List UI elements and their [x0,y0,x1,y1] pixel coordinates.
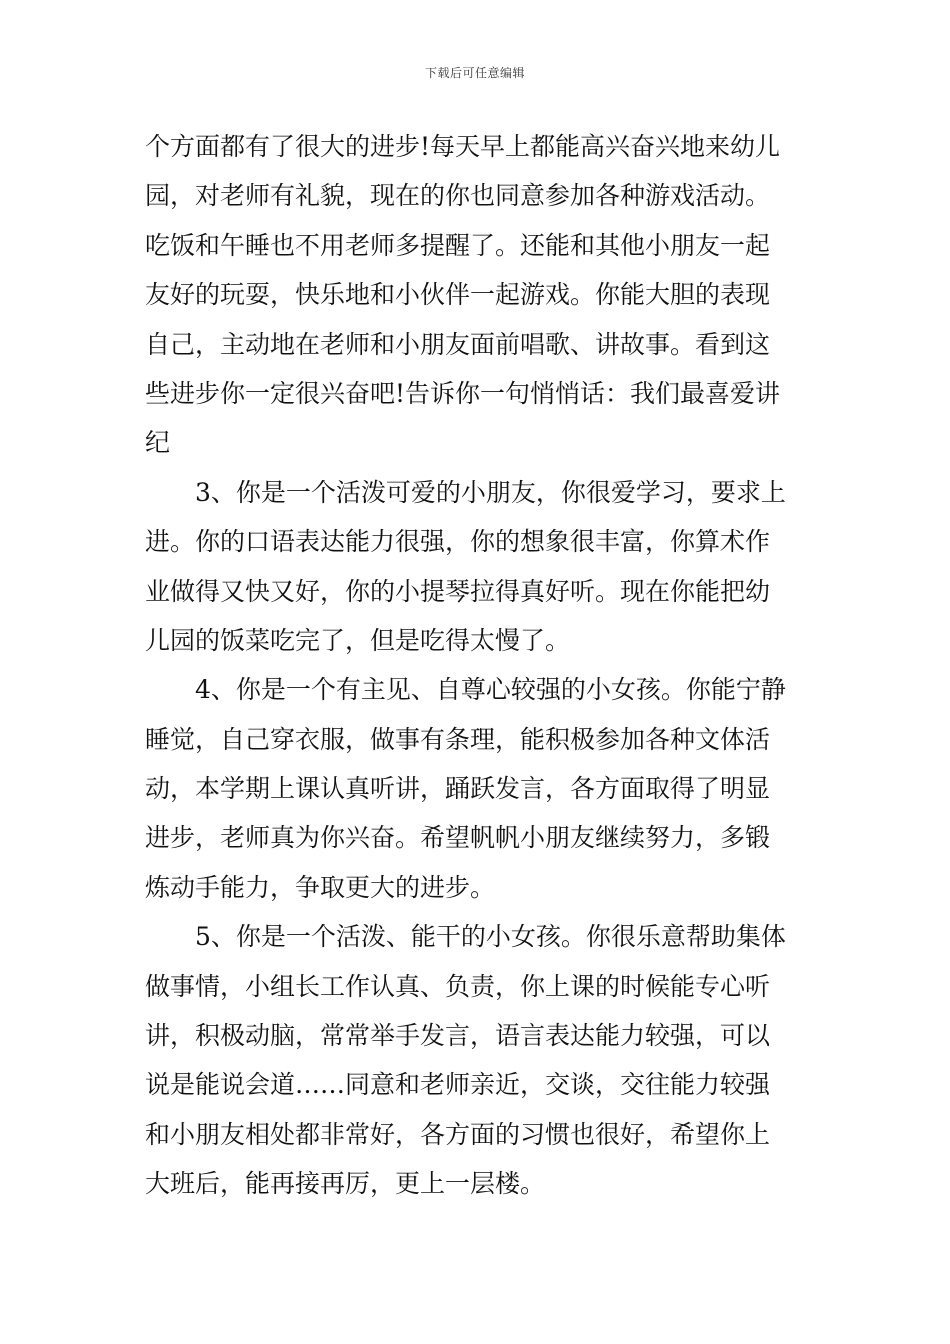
paragraph-3 [145,665,810,912]
text-line: 5、你是一个活泼、能干的小女孩。你很乐意帮助集体 [145,922,786,952]
text-line: 炼动手能力，争取更大的进步。 [145,872,496,902]
page-header: 下载后可任意编辑 [424,66,525,80]
text-line: 进。你的口语表达能力很强，你的想象很丰富，你算术作 [145,527,771,557]
text-line: 4、你是一个有主见、自尊心较强的小女孩。你能宁静 [145,675,786,705]
text-line: 友好的玩耍，快乐地和小伙伴一起游戏。你能大胆的表现 [145,280,771,310]
text-line: 园，对老师有礼貌，现在的你也同意参加各种游戏活动。 [145,181,771,211]
text-line: 动，本学期上课认真听讲，踊跃发言，各方面取得了明显 [145,774,771,804]
text-line: 做事情，小组长工作认真、负责，你上课的时候能专心听 [145,971,771,1001]
text-line: 吃饭和午睡也不用老师多提醒了。还能和其他小朋友一起 [145,230,771,260]
text-line: 3、你是一个活泼可爱的小朋友，你很爱学习，要求上 [145,477,786,507]
text-line: 业做得又快又好，你的小提琴拉得真好听。现在你能把幼 [145,576,771,606]
text-line: 和小朋友相处都非常好，各方面的习惯也很好，希望你上 [145,1119,771,1149]
text-line: 儿园的饭菜吃完了，但是吃得太慢了。 [145,625,571,655]
text-line: 进步，老师真为你兴奋。希望帆帆小朋友继续努力，多锻 [145,823,771,853]
text-line: 大班后，能再接再厉，更上一层楼。 [145,1169,546,1199]
document-body [145,122,810,1209]
text-line: 说是能说会道……同意和老师亲近，交谈，交往能力较强 [145,1070,771,1100]
text-line: 个方面都有了很大的进步!每天早上都能高兴奋兴地来幼儿 [145,132,781,161]
paragraph-1 [145,122,810,468]
text-line: 自己，主动地在老师和小朋友面前唱歌、讲故事。看到这 [145,329,771,359]
text-line: 纪 [145,428,171,458]
text-line: 些进步你一定很兴奋吧!告诉你一句悄悄话：我们最喜爱讲 [145,378,781,408]
paragraph-2 [145,468,810,666]
text-line: 睡觉，自己穿衣服，做事有条理，能积极参加各种文体活 [145,724,771,754]
paragraph-4 [145,912,810,1208]
text-line: 讲，积极动脑，常常举手发言，语言表达能力较强，可以 [145,1021,771,1051]
